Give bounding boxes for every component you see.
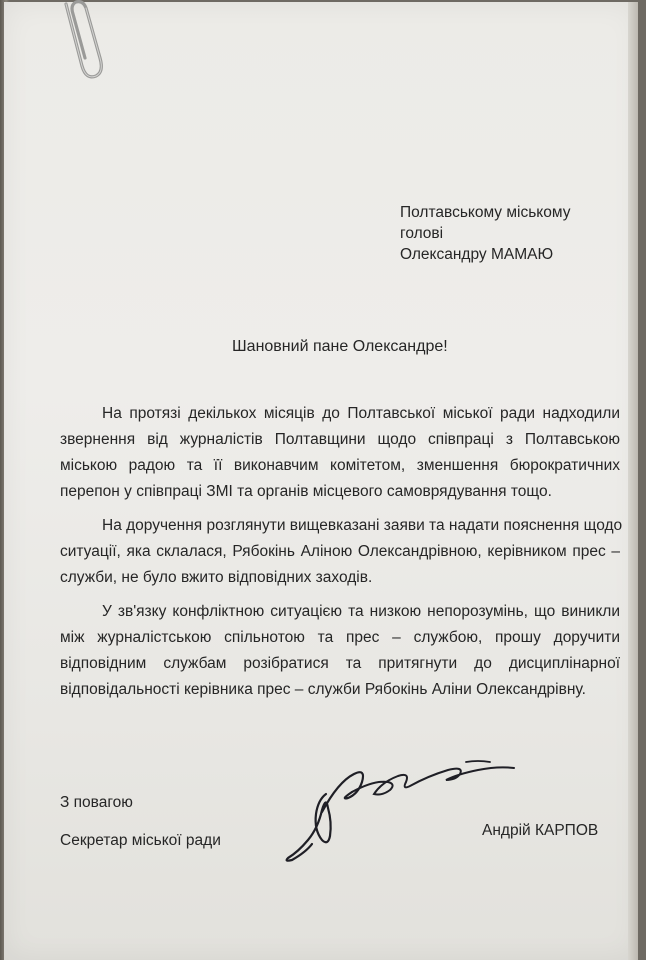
page-edge (628, 2, 638, 960)
paragraph-line: На протязі декількох місяців до Полтавської міської ради надходили (102, 405, 620, 422)
recipient-block (400, 202, 570, 265)
paragraph-line: відповідальності керівника прес – служби Рябокінь Аліни Олександрівну. (60, 681, 586, 698)
paragraph-line: між журналістською спільнотою та прес – службою, прошу доручити (60, 629, 620, 646)
signer-role: Секретар міської ради (60, 832, 221, 849)
paragraph-line: перепон у співпраці ЗМІ та органів місцевого самоврядування тощо. (60, 483, 552, 500)
paragraph-line: На доручення розглянути вищевказані заяви та надати пояснення щодо (102, 517, 623, 534)
greeting: Шановний пане Олександре! (232, 338, 448, 355)
paragraph-1 (60, 401, 620, 505)
signer-name: Андрій КАРПОВ (482, 822, 599, 839)
paragraph-line: відповідним службам розібратися та притягнути до дисциплінарної (60, 655, 620, 672)
paragraph-line: ситуації, яка склалася, Рябокінь Аліною Олександрівною, керівником прес – (60, 543, 620, 560)
paragraph-line: служби, не було вжито відповідних заходів. (60, 569, 373, 586)
paragraph-3 (60, 599, 620, 703)
recipient-name: Олександру МАМАЮ (400, 246, 554, 263)
paperclip-icon (52, 0, 112, 90)
closing-regards: З повагою (60, 794, 133, 811)
paragraph-line: звернення від журналістів Полтавщини щодо співпраці з Полтавською (60, 431, 620, 448)
paragraph-line: У зв'язку конфліктною ситуацією та низкою непорозумінь, що виникли (102, 603, 620, 620)
paragraph-line: міською радою та її виконавчим комітетом, зменшення бюрократичних (60, 457, 620, 474)
signature (278, 752, 518, 877)
paragraph-2 (60, 513, 623, 591)
recipient-line: Полтавському міському (400, 204, 571, 221)
recipient-line: голові (400, 225, 444, 242)
